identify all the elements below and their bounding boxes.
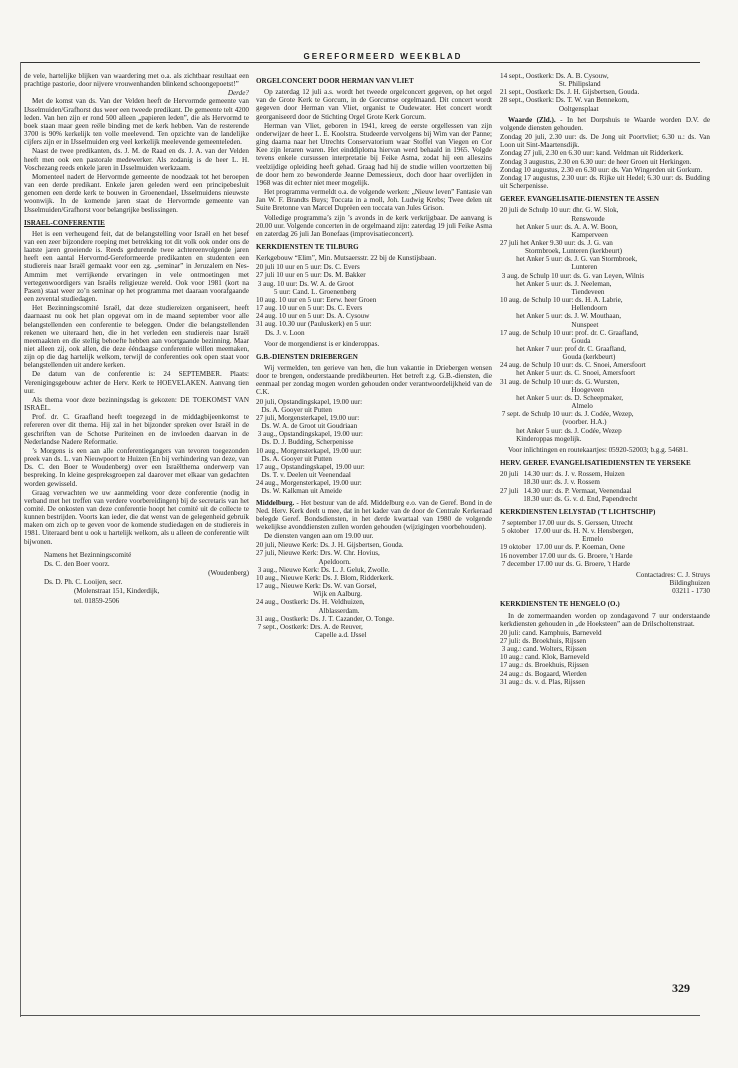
list-item: Apeldoorn. [256,557,351,566]
list-item: 5 uur: Cand. L. Groenenberg [256,287,357,296]
list-item: Contactadres: C. J. Struys [636,570,710,579]
waarde-text: - In het Dorpshuis te Waarde worden D.V. de volgende diensten gehouden. [500,115,710,132]
paragraph: Prof. dr. C. Graafland heeft toegezegd in de middagbijeenkomst te refereren over dit thema. Hij zal in het bijzonder spreken over Israël in de geschriften van de Schotse Puriteinen en de invloeden daarvan in de Nederlandse Nadere Reformatie. [24,413,249,446]
list-item: Lunteren [500,263,598,272]
list-item: 17 aug., Opstandingskapel, 19.00 uur: [256,462,365,471]
paragraph: Graag verwachten we uw aanmelding voor deze conferentie (nodig in verband met het treffen van verdere voorbereidingen) bij de secretaris van het comité. De onkosten van deze conferentie hoopt het comité uit de collecte te kunnen bestrijden. Voorts kan ieder, die dat wenst van de gelegenheid gebruik maken om zich op te geven voor de komende studiedagen en de studiereis in 1981. Uiteraard bent u ook u hartelijk welkom, als u alleen de conferentie wilt bijwonen. [24,488,249,546]
paragraph: Het programma vermeldt o.a. de volgende werken: „Nieuw leven” Fantasie van Jan W. F. Brandts Buys; Toccata in a moll, Joh. Ludwig Krebs; Twee delen uit Suite Bretonne van Marcel Duprèen een toccata van Jules Grison. [256,188,492,213]
list-item: 3 aug., Nieuwe Kerk: Ds. L. J. Geluk, Zwolle. [256,565,390,574]
list-item: 31 aug. 10.30 uur (Pauluskerk) en 5 uur: [256,320,372,329]
list-item: 17 aug., Nieuwe Kerk: Ds. W. van Gorsel, [256,582,377,591]
list-item: het Anker 5 uur: ds. J. W. Mouthaan, [500,312,621,321]
list-item: Ds. W. A. de Groot uit Goudriaan [256,422,358,431]
list-item: Alblasserdam. [256,606,360,615]
list-item: 21 sept., Oostkerk: Ds. J. H. Gijsbertsen, Gouda. [500,88,640,97]
signature-line: Ds. C. den Boer voorz. [44,559,110,568]
list-item: 10 aug., Nieuwe Kerk: Ds. J. Blom, Ridderkerk. [256,573,394,582]
list-item: Zondag 17 augustus, 2.30 uur: ds. Rijke uit Hedel; 6.30 uur: ds. Budding uit Scherpenisse. [500,173,712,191]
list-item: het Anker 5 uur: ds. J. Codée, Wezep [500,426,622,435]
schedule-list [500,519,710,568]
section-heading-driebergen: G.B.-DIENSTEN DRIEBERGEN [256,352,358,361]
list-item: 5 oktober 17.00 uur ds. H. N. v. Hensbergen, [500,527,634,536]
list-item: Capelle a.d. IJssel [256,631,367,639]
list-item: 27 juli 14.30 uur: ds. P. Vermaat, Veenendaal [500,486,632,495]
list-item: 3 aug.: cand. Wolters, Rijssen [500,645,587,654]
section-heading-orgelconcert: ORGELCONCERT DOOR HERMAN VAN VLIET [256,77,414,85]
list-item: Zondag 20 juli, 2.30 uur: ds. De Jong uit Poortvliet; 6.30 u.: ds. Van Loon uit Sint-Maartensdijk. [500,133,712,150]
section-heading-hengelo: KERKDIENSTEN TE HENGELO (O.) [500,600,620,609]
masthead: GEREFORMEERD WEEKBLAD [303,52,463,61]
list-item: Almelo [500,402,593,411]
list-item: 27 juli, Morgensterkapel, 19.00 uur: [256,413,360,422]
list-item: 7 september 17.00 uur ds. S. Gerssen, Utrecht [500,518,633,527]
list-item: Gouda (kerkbeurt) [500,353,616,362]
list-item: 27 juli: ds. Broekhuis, Rijssen [500,637,587,645]
list-item: 31 aug. de Schulp 10 uur: ds. G. Wursten, [500,377,620,386]
list-item: 7 sept. de Schulp 10 uur: ds. J. Codée, Wezep, [500,410,634,419]
paragraph: Met de komst van ds. Van der Velden heeft de Hervormde gemeente van IJsselmuiden/Grafhorst dus weer een tweede predikant. De gemeente telt 4200 leden. Van hen zijn er rond 500 alleen „papieren leden”, die als Hervormd te boek staan maar geen reële binding met de kerk hebben. Van de resterende 3700 is 90% kerkelijk ten volle meelevend. Ten opzichte van de landelijke cijfers zijn er in IJsselmuiden erg veel kerkelijk meelevende gemeenteleden. [24,97,249,147]
list-item: het Anker 7 uur: prof dr. C. Graafland, [500,345,626,353]
schedule-list [500,206,710,443]
list-item: Ds. A. Gooyer uit Putten [256,454,332,463]
list-item: (voorber. H.A.) [500,418,607,427]
waarde-label: Waarde (Zld.). [508,115,556,124]
signature-line: Namens het Bezinningscomité [44,550,132,559]
list-item: 20 juli de Schulp 10 uur: dhr. G. W. Slok, [500,206,619,215]
paragraph: Herman van Vliet, geboren in 1941, kreeg de eerste orgellessen van zijn onderwijzer de heer L. E. Koolstra. Studeerde vervolgens bij Wim van der Panne; ging daarna naar het Utrechts Conservatorium waar Stoffel van Viegen en Cor Kee zijn leraren waren. Het einddiploma hiervan werd behaald in 1965. Volgde tevens enkele cursussen interpretatie bij Feike Asma, zodat hij een alleszins veelzijdige opleiding heeft gehad. Graag had hij de studie willen voortzetten bij de door hem zo bewonderde Jeanne Demessieux, doch door haar overlijden in 1968 was dit echter niet meer mogelijk. [256,121,492,187]
paragraph: Volledige programma’s zijn ’s avonds in de kerk verkrijgbaar. De aanvang is 20.00 uur. Volgende concerten in de orgelmaand zijn: zaterdag 19 juli Feike Asma en zaterdag 26 juli Jan Bonefaas (improvisatieconcert). [256,213,492,238]
section-heading-assen: GEREF. EVANGELISATIE-DIENSTEN TE ASSEN [500,195,660,204]
paragraph: Voor de morgendienst is er kinderoppas. [264,339,380,348]
list-item: 24 aug. de Schulp 10 uur: ds. C. Snoei, Amersfoort [500,361,646,370]
schedule-list [500,133,710,190]
list-item: het Anker 5 uur: ds. D. Scheepmaker, [500,393,624,402]
list-item: 20 juli: cand. Kamphuis, Barneveld [500,628,602,637]
list-item: 20 juli, Opstandingskapel, 19.00 uur: [256,397,363,406]
signature-block [24,551,249,605]
middelburg-text: - Het bestuur van de afd. Middelburg e.o. van de Geref. Bond in de Ned. Herv. Kerk deelt u mee, dat in het kader van de door de Centrale Kerkeraad belegde Geref. Bondsdiensten, in het derde kwartaal van 1980 de volgende wekelijkse avonddiensten zullen worden gehouden (wijzigingen voorbehouden). [256,498,492,531]
list-item: 10 aug. de Schulp 10 uur: ds. H. A. Labrie, [500,296,623,305]
paragraph: Momenteel nadert de Hervormde gemeente de noodzaak tot het beroepen van een derde predikant. Enkele jaren geleden werd een principebesluit genomen een derde kerk te bouwen in Groenendael, IJsselmuidens nieuwste woonwijk. In de komende jaren staat de Hervormde gemeente van IJsselmuiden/Grafhorst voor belangrijke beslissingen. [24,172,249,214]
list-item: 19 oktober 17.00 uur ds. P. Koeman, Oene [500,543,625,552]
signature-line: tel. 01859-2506 [74,596,120,605]
paragraph: De diensten vangen aan om 19.00 uur. [264,532,374,541]
list-item: Bildinghuizen [669,579,710,588]
list-item: 20 juli 14.30 uur: ds. J. v. Rossem, Huizen [500,470,625,479]
list-item: Ds. A. Gooyer uit Putten [256,405,332,414]
list-item: 31 aug., Oostkerk: Ds. J. T. Cazander, O. Tonge. [256,614,395,623]
list-item: Ermelo [500,535,604,544]
schedule-list [256,263,492,336]
list-item: 24 aug.: ds. Bogaard, Wierden [500,669,587,678]
list-item: 10 aug. 10 uur en 5 uur: Eerw. heer Groen [256,295,377,304]
paragraph: Naast de twee predikanten, ds. J. M. de Raad en ds. J. A. van der Velden heeft men ook een pastorale medewerker. Als zodanig is de heer L. H. Voschezang reeds enkele jaren in IJsselmuiden werkzaam. [24,147,249,172]
schedule-list [500,72,710,113]
signature-line: Ds. D. Ph. C. Looijen, secr. [44,578,123,587]
paragraph: Voor inlichtingen en routekaartjes: 05920-52003; b.g.g. 54681. [508,445,688,454]
signature-line: (Molenstraat 151, Kinderdijk, [74,587,160,596]
paragraph: Als thema voor deze bezinningsdag is gekozen: DE TOEKOMST VAN ISRAËL. [24,395,249,413]
list-item: 7 december 17.00 uur ds. G. Broere, 't Harde [500,559,630,568]
list-item: 18.30 uur: ds. G. v. d. End, Papendrecht [500,494,638,503]
paragraph: Kerkgebouw “Elim”, Min. Mutsaersstr. 22 bij de Kunstijsbaan. [256,254,437,263]
schedule-list [500,470,710,503]
paragraph: Wij vermelden, ten gerieve van hen, die hun vakantie in Driebergen wensen door te brengen, onderstaande predikbeurten. Het betreft z.g. G.B.-diensten, die eenmaal per zondag mogen worden gehouden onder verantwoordelijkheid van de C.K. [256,364,492,397]
list-item: Hoogeveen [500,385,604,394]
list-item: 3 aug. 10 uur: Ds. W. A. de Groot [256,279,354,288]
list-item: Ds. W. Kalkman uit Ameide [256,487,342,496]
paragraph: In de zomermaanden worden op zondagavond 7 uur onderstaande kerkdiensten gehouden in „de Hoeksteen” aan de Drilscholtenstraat. [500,611,710,628]
paragraph: De datum van de conferentie is: 24 SEPTEMBER. Plaats: Verenigingsgebouw achter de Herv. Kerk te HOEVELAKEN. Aanvang tien uur. [24,370,249,395]
list-item: 16 november 17.00 uur ds. G. Broere, 't Harde [500,551,633,560]
list-item: het Anker 5 uur: ds. A. A. W. Boon, [500,222,618,231]
signature-line: (Woudenberg) [208,569,249,578]
list-item: 28 sept., Oostkerk: Ds. T. W. van Bennekom, [500,96,629,105]
header-rule [20,62,700,63]
list-item: 27 juli 10 uur en 5 uur: Ds. M. Bakker [256,271,366,280]
list-item: Zondag 3 augustus, 2.30 en 6.30 uur: de heer Groen uit Herkingen. [500,157,692,166]
list-item: Kinderoppas mogelijk. [500,434,582,443]
list-item: het Anker 5 uur: ds. C. Snoei, Amersfoort [500,369,636,378]
list-item: 3 aug. de Schulp 10 uur: ds. G. van Leyen, Wilnis [500,271,645,280]
list-item: 20 juli 10 uur en 5 uur: Ds. C. Evers [256,263,360,272]
list-item: Renswoude [500,214,605,223]
paragraph [256,499,492,532]
section-heading-yerseke: HERV. GEREF. EVANGELISATIEDIENSTEN TE YERSEKE [500,459,691,468]
paragraph [500,116,710,132]
list-item: 24 aug., Morgensterkapel, 19.00 uur: [256,479,362,488]
list-item: het Anker 5 uur: ds. J. G. van Stormbroek, [500,255,638,264]
list-item: Ds. D. J. Budding, Scherpenisse [256,438,354,447]
list-item: Hellendoorn [500,304,608,313]
left-margin-rule [20,62,21,1017]
list-item: 17 aug. de Schulp 10 uur: prof. dr. C. Graafland, [500,328,639,337]
list-item: Zondag 10 augustus, 2.30 en 6.30 uur: ds. Van Wingerden uit Gorkum. [500,165,703,174]
contact-block [500,571,710,595]
paragraph: Het is een verheugend feit, dat de belangstelling voor Israël en het besef van een zeer bijzondere roeping met betrekking tot dit volk ook onder ons de laatste jaren groeiende is. Reeds gedurende twee achtereenvolgende jaren heeft een aantal Hervormd-Gereformeerde predikanten en studenten een studiereis naar Israël gemaakt voor een zg. „seminar” in Jeruzalem en Nes-Ammim met verrijkende ervaringen in vele ontmoetingen met vertegenwoordigers van Israëls religieuze wereld. Ook voor 1981 (kort na Pasen) staat weer zo’n seminar op het programma met daaraan voorafgaande een zevental studiedagen. [24,229,249,304]
column-left [24,72,249,1007]
schedule-list [500,629,710,686]
list-item: 31 aug.: ds. v. d. Plas, Rijssen [500,677,586,686]
list-item: 18.30 uur: ds. J. v. Rossem [500,478,600,487]
intro-paragraph: de vele, hartelijke blijken van waardering met o.a. als zichtbaar resultaat een prachtige pastorie, door nijvere vrouwenhanden blinkend schoongepoetst!” [24,72,249,89]
list-item: 10 aug.: cand. Klok, Barneveld [500,653,590,662]
list-item: 10 aug., Morgensterkapel, 19.00 uur: [256,446,362,455]
list-item: Nunspeet [500,320,599,329]
list-item: 27 juli het Anker 9.30 uur: ds. J. G. van [500,238,613,247]
list-item: het Anker 5 uur: ds. J. Neeleman, [500,279,612,288]
paragraph: ’s Morgens is een aan alle conferentiegangers van tevoren toegezonden preek van ds. L. van Nieuwpoort te Huizen (En bij verhindering van deze, van Ds. C. den Boer te Woudenberg) over een Israëlthema onderwerp van bespreking. In kleine gespreksgroepen zal daarover met elkaar van gedachten worden gewisseld. [24,446,249,488]
section-heading-israel: ISRAEL-CONFERENTIE [24,218,105,227]
list-item: 17 aug.: ds. Broekhuis, Rijssen [500,661,589,670]
column-right [500,72,710,1007]
section-heading-tilburg: KERKDIENSTEN TE TILBURG [256,242,359,251]
section-heading-lelystad: KERKDIENSTEN LELYSTAD ('T LICHTSCHIP) [500,507,656,516]
list-item: 14 sept., Oostkerk: Ds. A. B. Cysouw, [500,72,609,80]
list-item: Tiendeveen [500,287,605,296]
page-number: 329 [672,981,690,995]
list-item: 27 juli, Nieuwe Kerk: Drs. W. Chr. Hovius, [256,549,380,558]
list-item: Ooltgensplaat [500,104,599,113]
list-item: 3 aug., Opstandingskapel, 19.00 uur: [256,430,363,439]
paragraph: Het Bezinningscomité Israël, dat deze studiereizen organiseert, heeft daarnaast nu ook het plan opgevat om in de maand september voor alle belangstellenden een conferentie te beleggen. Onder die belangstellenden rekenen we uiteraard hen, die in het verleden een studiereis naar Israël meemaakten en die stellig behoefte hebben aan voortgaande bezinning. Maar niet alleen zij, ook allen, die deze ééndaagse conferentie willen meemaken, zijn op die dag hartelijk welkom, terwijl de conferenties ook open staat voor belangstellenden uit andere kerken. [24,304,249,370]
list-item: 17 aug. 10 uur en 5 uur: Ds. C. Evers [256,304,363,313]
schedule-list [256,541,492,639]
list-item: Ds. T. v. Deelen uit Veenendaal [256,471,351,480]
list-item: 20 juli, Nieuwe Kerk: Ds. J. H. Gijsbertsen, Gouda. [256,541,404,550]
derde-heading: Derde? [227,89,249,98]
list-item: 7 sept., Oostkerk: Drs. A. de Reuver, [256,622,363,631]
list-item: Wijk en Aalburg. [256,590,363,599]
list-item: 03211 - 1730 [672,587,710,596]
list-item: 24 aug., Oostkerk: Ds. H. Veldhuizen, [256,598,365,607]
list-item: 24 aug. 10 uur en 5 uur: Ds. A. Cysouw [256,312,370,321]
middelburg-label: Middelburg. [256,498,295,507]
schedule-list [256,398,492,496]
list-item: Zondag 27 juli, 2.30 en 6.30 uur: kand. Veldman uit Ridderkerk. [500,149,684,158]
footer-rule [20,1015,700,1016]
list-item: Gouda [500,336,591,345]
list-item: Stormbroek, Lunteren (kerkbeurt) [500,247,622,256]
list-item: St. Philipsland [500,80,601,89]
list-item: Ds. J. v. Loon [256,328,305,337]
paragraph: Op zaterdag 12 juli a.s. wordt het tweede orgelconcert gegeven, op het orgel van de Grote Kerk te Gorcum, in de Gorcumse orgelmaand. Dit concert wordt gegeven door Herman van Vliet, organist te Oudewater. Het concert wordt georganiseerd door de Stichting Orgel Grote Kerk Gorcum. [256,88,492,121]
column-middle [256,72,492,1007]
list-item: Kamperveen [500,230,608,239]
